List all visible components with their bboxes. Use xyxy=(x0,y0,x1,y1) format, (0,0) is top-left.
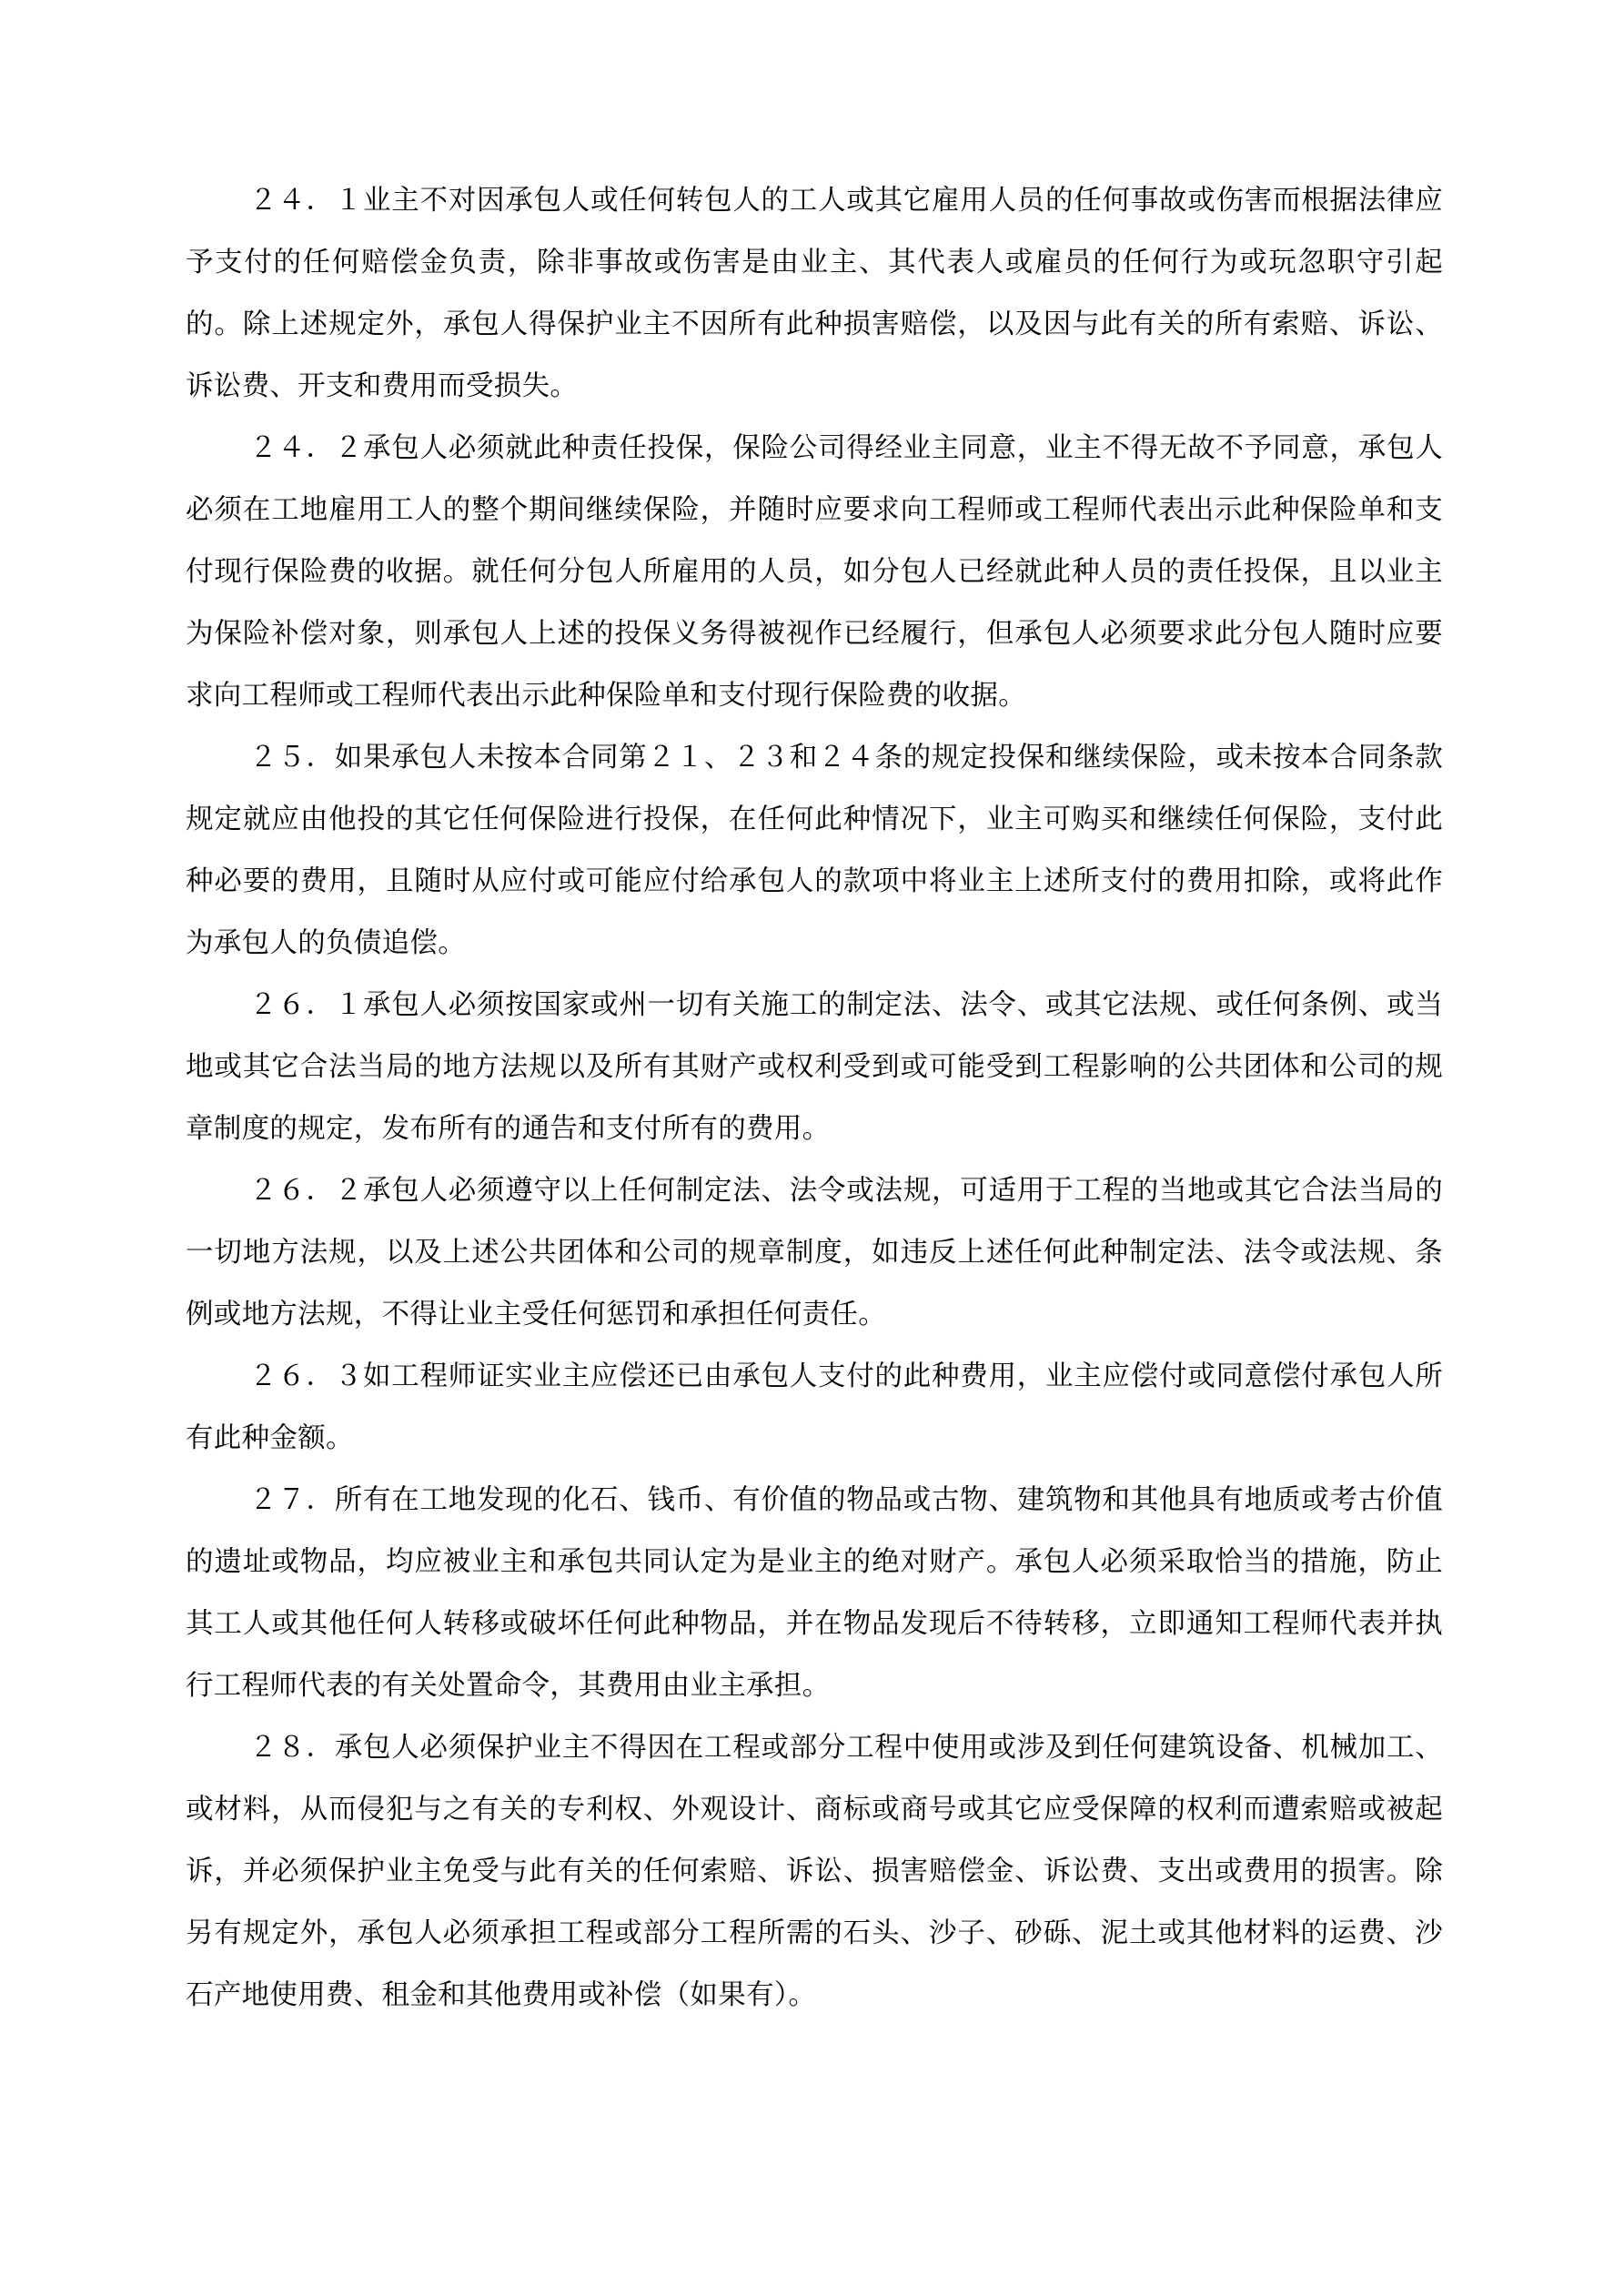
clause-25-paragraph: ２５．如果承包人未按本合同第２１、２３和２４条的规定投保和继续保险，或未按本合同条款规定就应由他投的其它任何保险进行投保，在任何此种情况下，业主可购买和继续任何保险，支付此种必要的费用，且随时从应付或可能应付给承包人的款项中将业主上述所支付的费用扣除，或将此作为承包人的负债追偿。 xyxy=(186,742,1443,958)
contract-clauses-text xyxy=(186,169,1443,2026)
clause-24-2-paragraph: ２４．２承包人必须就此种责任投保，保险公司得经业主同意，业主不得无故不予同意，承包人必须在工地雇用工人的整个期间继续保险，并随时应要求向工程师或工程师代表出示此种保险单和支付现行保险费的收据。就任何分包人所雇用的人员，如分包人已经就此种人员的责任投保，且以业主为保险补偿对象，则承包人上述的投保义务得被视作已经履行，但承包人必须要求此分包人随时应要求向工程师或工程师代表出示此种保险单和支付现行保险费的收据。 xyxy=(186,432,1443,711)
clause-26-2-paragraph: ２６．２承包人必须遵守以上任何制定法、法令或法规，可适用于工程的当地或其它合法当局的一切地方法规，以及上述公共团体和公司的规章制度，如违反上述任何此种制定法、法令或法规、条例或地方法规，不得让业主受任何惩罚和承担任何责任。 xyxy=(186,1175,1443,1330)
clause-27-paragraph: ２７．所有在工地发现的化石、钱币、有价值的物品或古物、建筑物和其他具有地质或考古价值的遗址或物品，均应被业主和承包共同认定为是业主的绝对财产。承包人必须采取恰当的措施，防止其工人或其他任何人转移或破坏任何此种物品，并在物品发现后不待转移，立即通知工程师代表并执行工程师代表的有关处置命令，其费用由业主承担。 xyxy=(186,1484,1443,1701)
clause-28-paragraph: ２８．承包人必须保护业主不得因在工程或部分工程中使用或涉及到任何建筑设备、机械加工、或材料，从而侵犯与之有关的专利权、外观设计、商标或商号或其它应受保障的权利而遭索赔或被起诉，并必须保护业主免受与此有关的任何索赔、诉讼、损害赔偿金、诉讼费、支出或费用的损害。除另有规定外，承包人必须承担工程或部分工程所需的石头、沙子、砂砾、泥土或其他材料的运费、沙石产地使用费、租金和其他费用或补偿（如果有）。 xyxy=(186,1732,1443,2010)
clause-26-1-paragraph: ２６．１承包人必须按国家或州一切有关施工的制定法、法令、或其它法规、或任何条例、或当地或其它合法当局的地方法规以及所有其财产或权利受到或可能受到工程影响的公共团体和公司的规章制度的规定，发布所有的通告和支付所有的费用。 xyxy=(186,989,1443,1144)
clause-26-3-paragraph: ２６．３如工程师证实业主应偿还已由承包人支付的此种费用，业主应偿付或同意偿付承包人所有此种金额。 xyxy=(186,1360,1443,1453)
clause-24-1-paragraph: ２４．１业主不对因承包人或任何转包人的工人或其它雇用人员的任何事故或伤害而根据法律应予支付的任何赔偿金负责，除非事故或伤害是由业主、其代表人或雇员的任何行为或玩忽职守引起的。除上述规定外，承包人得保护业主不因所有此种损害赔偿，以及因与此有关的所有索赔、诉讼、诉讼费、开支和费用而受损失。 xyxy=(186,185,1443,401)
